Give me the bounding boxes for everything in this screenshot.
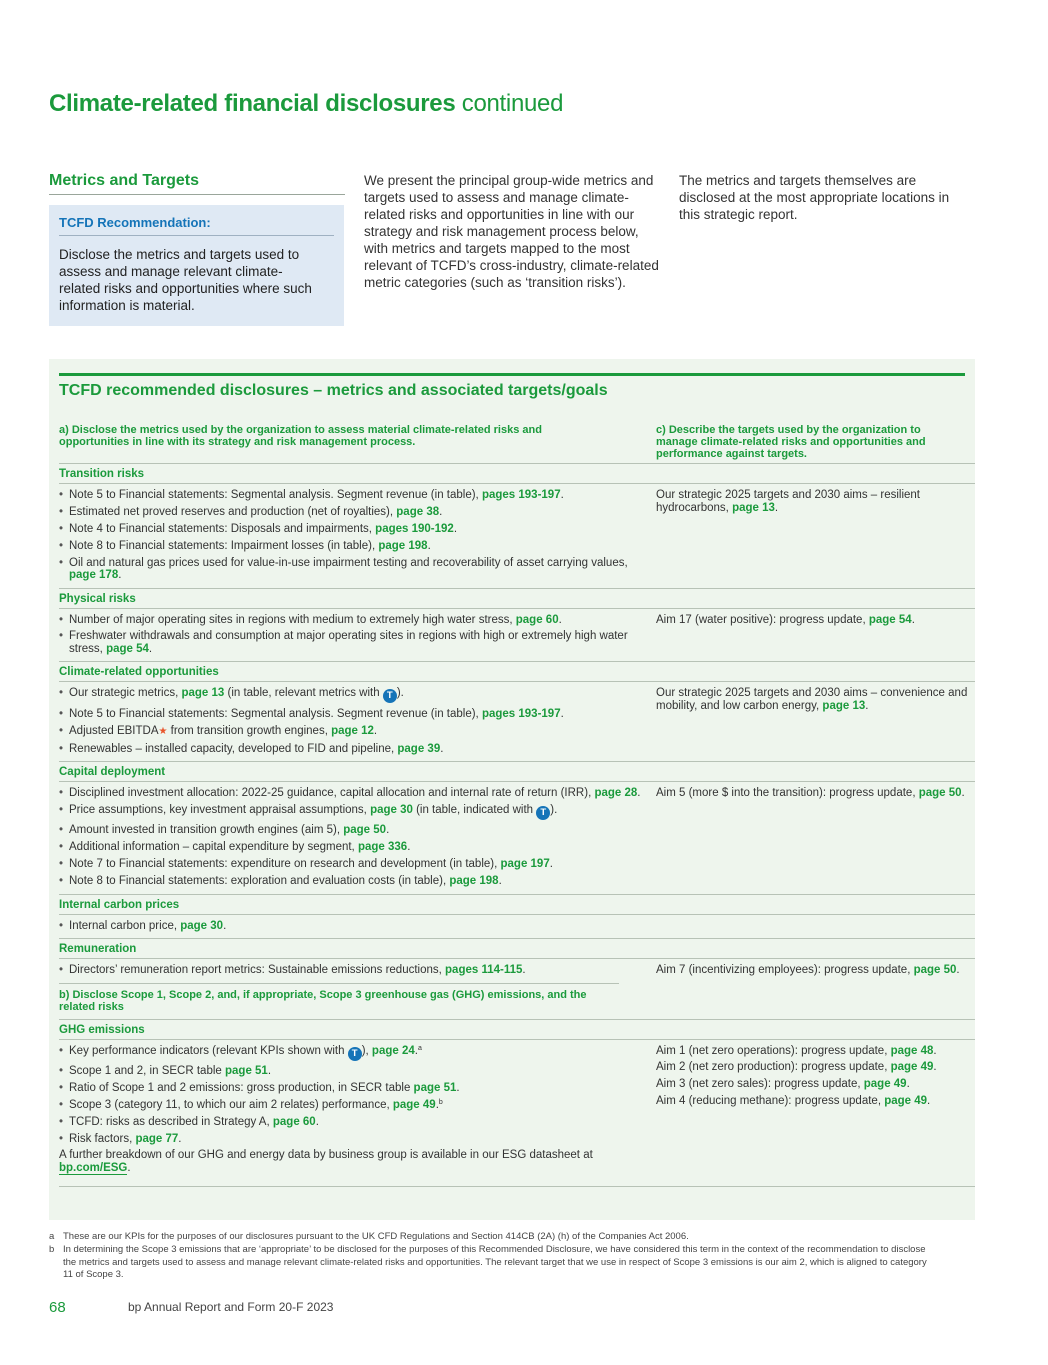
aim-item: Aim 3 (net zero sales): progress update, page 49. — [656, 1078, 910, 1091]
esg-link[interactable]: bp.com/ESG — [59, 1161, 128, 1174]
page-link[interactable]: page 30 — [370, 804, 413, 817]
list-item: • Our strategic metrics, page 13 (in table, relevant metrics with T ). — [59, 687, 656, 703]
list-item: • Additional information – capital expenditure by segment, page 336. — [59, 841, 656, 854]
list-item: • Scope 3 (category 11, to which our aim 2 relates) performance, page 49.$^b$ — [59, 1099, 656, 1112]
table-row — [59, 782, 975, 893]
page-link[interactable]: pages 114-115 — [445, 964, 523, 977]
list-item: • TCFD: risks as described in Strategy A, page 60. — [59, 1116, 656, 1129]
category-capital-deployment: Capital deployment — [59, 761, 975, 782]
metrics-list — [59, 614, 656, 656]
page-link[interactable]: pages 193-197 — [481, 489, 561, 501]
target-cell: Our strategic 2025 targets and 2030 aims – resilient hydrocarbons, page 13. — [656, 489, 921, 514]
metrics-targets-heading: Metrics and Targets — [49, 172, 345, 195]
table-row — [59, 959, 975, 983]
tcfd-recommendation-box — [49, 205, 344, 326]
target-cell — [656, 1045, 975, 1174]
page-link[interactable]: page 38 — [396, 505, 440, 518]
t-badge-icon: T — [536, 806, 550, 820]
page-link[interactable]: page 24 — [371, 1044, 415, 1057]
table-row — [59, 609, 975, 662]
page-link[interactable]: page 198 — [449, 875, 499, 888]
list-item: • Risk factors, page 77. — [59, 1133, 656, 1146]
page-link[interactable]: page 49 — [890, 1061, 934, 1074]
list-item: • Note 5 to Financial statements: Segmental analysis. Segment revenue (in table), pages 193-197. — [59, 708, 656, 721]
footnote-b: b In determining the Scope 3 emissions that are ‘appropriate’ to be disclosed for the purposes of this Recommended Disclosure, we have considered this term in the context of the recommendation to disclose the metrics and targets used to assess and manage relevant climate-related risks and opportunities. The relevant target that we use in respect of Scope 3 emissions is our aim 2, which is aligned to category 11 of Scope 3. — [49, 1243, 927, 1281]
list-item: • Oil and natural gas prices used for value-in-use impairment testing and recoverability of asset carrying values, page 178. — [59, 557, 656, 582]
page-link[interactable]: page 77 — [135, 1132, 179, 1145]
list-item: • Directors’ remuneration report metrics: Sustainable emissions reductions, pages 114-115. — [59, 964, 656, 977]
list-item: • Disciplined investment allocation: 2022-25 guidance, capital allocation and internal rate of return (IRR), page 28. — [59, 787, 656, 800]
aim-item: Aim 1 (net zero operations): progress update, page 48. — [656, 1044, 937, 1057]
page-link[interactable]: pages 190-192 — [375, 522, 454, 535]
page-link[interactable]: page 12 — [331, 724, 374, 737]
page-link[interactable]: page 49 — [884, 1095, 928, 1108]
panel-top-rule — [59, 373, 965, 376]
page-link[interactable]: page 54 — [868, 613, 912, 626]
intro-paragraph-1: We present the principal group-wide metrics and targets used to assess and manage climate-related risks and opportunities in line with our strategy and risk management process below, with metrics and targets mapped to the most relevant of TCFD’s cross-industry, climate-related metric categories (such as ‘transition risks’). — [364, 173, 659, 290]
metrics-list — [59, 920, 656, 933]
page-link[interactable]: page 50 — [913, 964, 957, 977]
page-link[interactable]: page 13 — [181, 687, 225, 700]
target-cell: Aim 17 (water positive): progress update, page 54. — [656, 613, 915, 626]
metrics-list — [59, 964, 656, 977]
column-a-header: a) Disclose the metrics used by the organization to assess material climate-related risks and opportunities in line with its strategy and risk management process. — [59, 424, 542, 448]
page-link[interactable]: page 51 — [413, 1081, 457, 1094]
page-title-bold: Climate-related financial disclosures — [49, 90, 456, 117]
tcfd-recommendation-body: Disclose the metrics and targets used to assess and manage relevant climate-related risks and opportunities where such information is material. — [59, 247, 312, 313]
panel-title: TCFD recommended disclosures – metrics and associated targets/goals — [59, 382, 608, 399]
list-item: • Scope 1 and 2, in SECR table page 51. — [59, 1065, 656, 1078]
page-link[interactable]: page 178 — [69, 569, 119, 582]
page-link[interactable]: page 49 — [392, 1098, 436, 1111]
table-row — [59, 682, 975, 761]
category-climate-opportunities: Climate-related opportunities — [59, 661, 975, 682]
disclosures-table — [59, 463, 975, 1187]
metrics-list — [59, 687, 656, 755]
page-link[interactable]: page 198 — [378, 539, 428, 552]
t-badge-icon: T — [348, 1047, 362, 1061]
aim-item: Aim 2 (net zero production): progress update, page 49. — [656, 1061, 937, 1074]
page-link[interactable]: page 28 — [594, 787, 638, 800]
list-item: • Note 5 to Financial statements: Segmental analysis. Segment revenue (in table), pages 193-197. — [59, 489, 656, 502]
target-cell: Aim 5 (more $ into the transition): progress update, page 50. — [656, 787, 965, 800]
list-item: • Note 4 to Financial statements: Disposals and impairments, pages 190-192. — [59, 523, 656, 536]
table-bottom-rule — [59, 1186, 975, 1187]
star-icon: ★ — [158, 725, 168, 737]
t-badge-icon: T — [383, 689, 397, 703]
list-item: • Note 7 to Financial statements: expenditure on research and development (in table), page 197. — [59, 858, 656, 871]
intro-paragraph-2: The metrics and targets themselves are disclosed at the most appropriate locations in this strategic report. — [679, 173, 950, 222]
page-link[interactable]: page 336 — [357, 841, 408, 854]
page-link[interactable]: page 50 — [343, 824, 387, 837]
page-link[interactable]: page 13 — [732, 501, 775, 514]
section-b-header: b) Disclose Scope 1, Scope 2, and, if appropriate, Scope 3 greenhouse gas (GHG) emissions, and the related risks — [59, 983, 619, 1019]
footnote-a: a These are our KPIs for the purposes of our disclosures pursuant to the UK CFD Regulations and Section 414CB (2A) (h) of the Companies Act 2006. — [49, 1231, 689, 1242]
table-row — [59, 915, 975, 939]
metrics-list — [59, 787, 656, 887]
target-cell — [656, 920, 975, 933]
list-item: • Adjusted EBITDA★ from transition growth engines, page 12. — [59, 725, 656, 739]
list-item: • Note 8 to Financial statements: Impairment losses (in table), page 198. — [59, 540, 656, 553]
page-link[interactable]: page 49 — [863, 1078, 907, 1091]
list-item: • Internal carbon price, page 30. — [59, 920, 656, 933]
footnote-ref: a — [417, 1044, 422, 1052]
footnotes — [49, 1231, 929, 1282]
list-item: • Estimated net proved reserves and production (net of royalties), page 38. — [59, 506, 656, 519]
page-link[interactable]: page 13 — [822, 699, 866, 712]
table-row — [59, 484, 975, 588]
metrics-list — [59, 1045, 656, 1145]
category-remuneration: Remuneration — [59, 938, 975, 959]
table-row — [59, 1040, 975, 1180]
column-c-header: c) Describe the targets used by the organization to manage climate-related risks and opportunities and performance against targets. — [656, 424, 926, 460]
page-link[interactable]: page 30 — [180, 919, 224, 932]
page-link[interactable]: page 54 — [106, 642, 149, 655]
page-link[interactable]: page 39 — [397, 742, 441, 755]
tcfd-disclosures-panel — [49, 359, 975, 1220]
page-link[interactable]: page 51 — [225, 1064, 268, 1077]
list-item: • Ratio of Scope 1 and 2 emissions: gross production, in SECR table page 51. — [59, 1082, 656, 1095]
category-physical-risks: Physical risks — [59, 588, 975, 609]
page-link[interactable]: page 60 — [515, 613, 559, 626]
category-transition-risks: Transition risks — [59, 463, 975, 484]
target-cell: Aim 7 (incentivizing employees): progress update, page 50. — [656, 964, 960, 977]
list-item: • Number of major operating sites in regions with medium to extremely high water stress, page 60. — [59, 614, 656, 627]
page-link[interactable]: pages 193-197 — [481, 707, 561, 720]
metrics-list — [59, 489, 656, 582]
aim-item: Aim 4 (reducing methane): progress update, page 49. — [656, 1095, 931, 1108]
list-item: • Note 8 to Financial statements: exploration and evaluation costs (in table), page 198. — [59, 875, 656, 888]
category-ghg-emissions: GHG emissions — [59, 1019, 975, 1040]
tcfd-recommendation-title: TCFD Recommendation: — [59, 215, 334, 236]
list-item: • Amount invested in transition growth engines (aim 5), page 50. — [59, 824, 656, 837]
list-item: • Freshwater withdrawals and consumption at major operating sites in regions with high or extremely high water stress, page 54. — [59, 630, 656, 655]
target-cell: Our strategic 2025 targets and 2030 aims – convenience and mobility, and low carbon energy, page 13. — [656, 687, 968, 712]
page-title-continued: continued — [455, 90, 564, 117]
page-link[interactable]: page 60 — [272, 1115, 316, 1128]
page-number: 68 — [49, 1299, 66, 1316]
esg-datasheet-note: A further breakdown of our GHG and energy data by business group is available in our ESG datasheet at bp.com/ESG. — [59, 1149, 593, 1174]
page-link[interactable]: page 48 — [890, 1044, 934, 1057]
list-item: • Price assumptions, key investment appraisal assumptions, page 30 (in table, indicated with T ). — [59, 804, 656, 820]
list-item: • Key performance indicators (relevant KPIs shown with T ), page 24.$^a$ — [59, 1045, 656, 1061]
list-item: • Renewables – installed capacity, developed to FID and pipeline, page 39. — [59, 743, 656, 756]
footnote-ref: b — [438, 1098, 443, 1106]
publication-name: bp Annual Report and Form 20-F 2023 — [128, 1300, 334, 1314]
category-internal-carbon-prices: Internal carbon prices — [59, 894, 975, 915]
page-link[interactable]: page 50 — [918, 787, 962, 800]
page-title — [49, 90, 563, 118]
page-link[interactable]: page 197 — [500, 858, 550, 871]
